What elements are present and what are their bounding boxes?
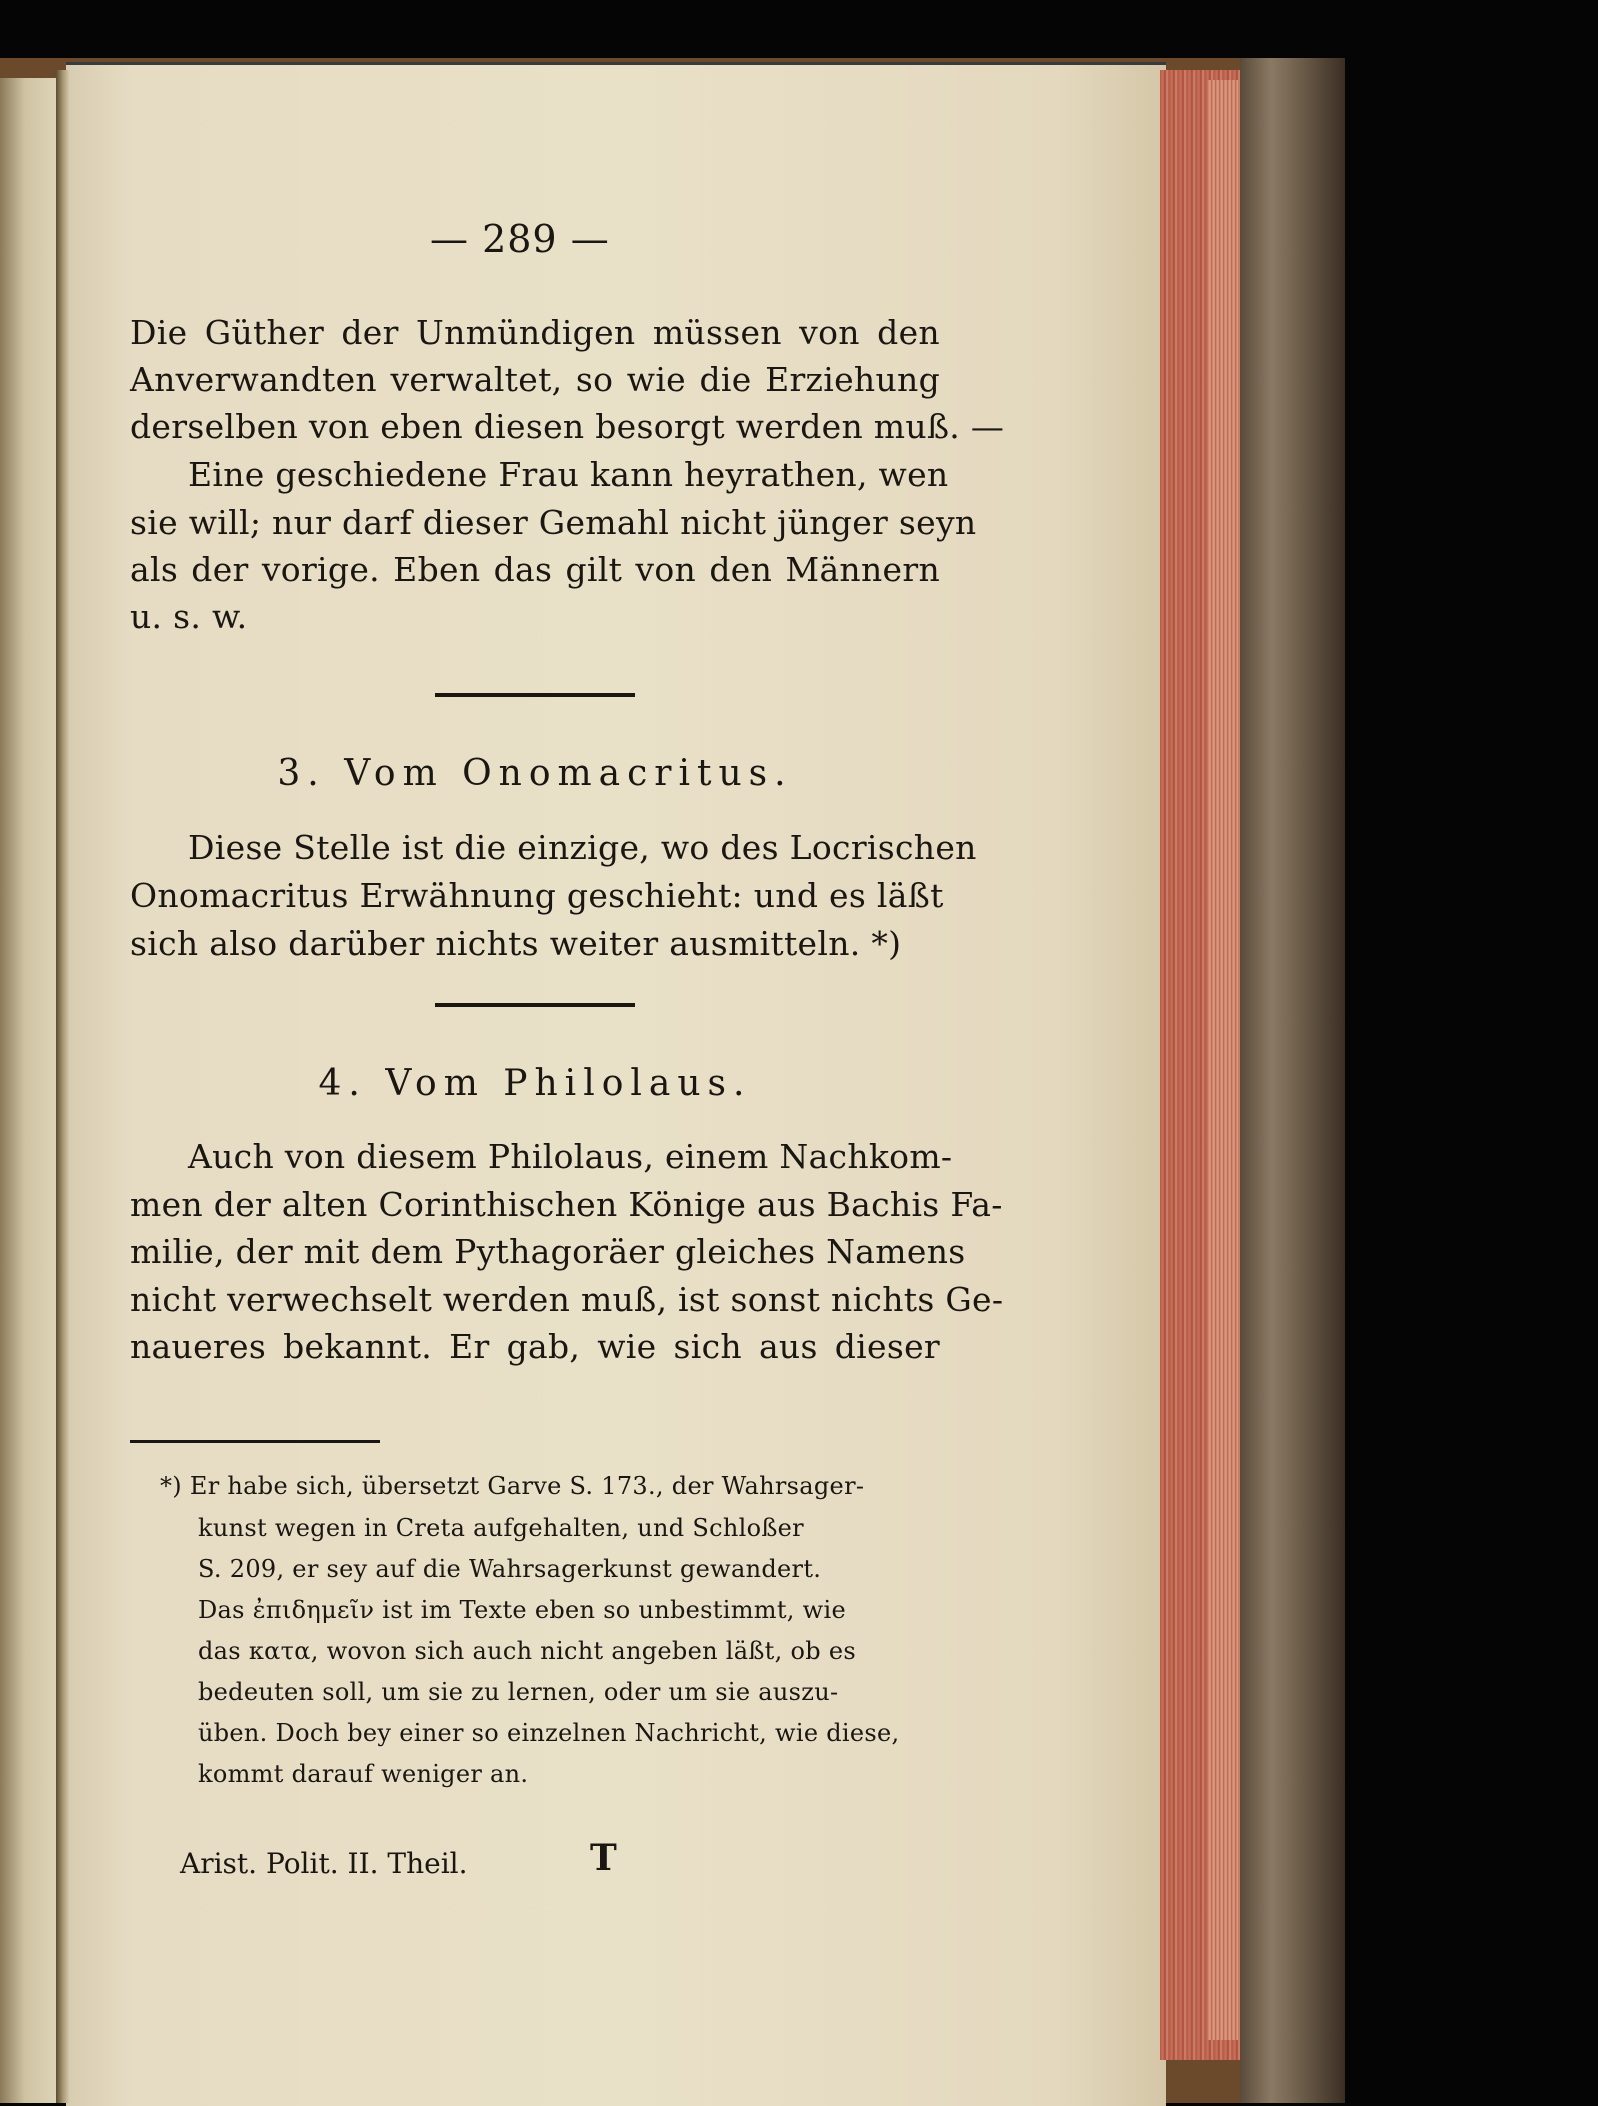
footnote-line: Das ἐπιδημεῖν ist im Texte eben so unbestimmt, wie <box>198 1596 846 1624</box>
footnote-line: kunst wegen in Creta aufgehalten, und Schloßer <box>198 1514 804 1542</box>
text-line: milie, der mit dem Pythagoräer gleiches Namens <box>130 1232 966 1271</box>
section-rule <box>435 1003 635 1007</box>
text-line: Eine geschiedene Frau kann heyrathen, wen <box>188 455 949 494</box>
section-rule <box>435 693 635 697</box>
text-line: Diese Stelle ist die einzige, wo des Locrischen <box>188 828 977 867</box>
page-edges-inner <box>1208 80 1238 2040</box>
book-spine <box>1240 58 1345 2103</box>
text-line: Anverwandten verwaltet, so wie die Erziehung <box>130 360 940 399</box>
signature-mark: T <box>590 1837 617 1879</box>
text-line: u. s. w. <box>130 597 248 636</box>
page-number: — 289 — <box>430 217 610 261</box>
footnote-line: S. 209, er sey auf die Wahrsagerkunst gewandert. <box>198 1555 822 1583</box>
text-line: Onomacritus Erwähnung geschieht: und es läßt <box>130 876 944 915</box>
footnote-line: das κατα, wovon sich auch nicht angeben läßt, ob es <box>198 1637 856 1665</box>
section-heading-4: 4. Vom Philolaus. <box>318 1063 752 1104</box>
text-line: als der vorige. Eben das gilt von den Männern <box>130 550 940 589</box>
left-page-edge <box>0 78 62 2103</box>
section-heading-3: 3. Vom Onomacritus. <box>277 753 793 794</box>
text-line: derselben von eben diesen besorgt werden muß. — <box>130 407 1005 446</box>
footnote-line: kommt darauf weniger an. <box>198 1760 529 1788</box>
footnote-rule <box>130 1440 380 1443</box>
gutter <box>56 70 70 2103</box>
footnote-line: üben. Doch bey einer so einzelnen Nachricht, wie diese, <box>198 1719 900 1747</box>
text-line: nicht verwechselt werden muß, ist sonst nichts Ge- <box>130 1280 1004 1319</box>
footnote-line: *) Er habe sich, übersetzt Garve S. 173., der Wahrsager- <box>160 1472 865 1500</box>
text-line: sich also darüber nichts weiter ausmitteln. *) <box>130 924 902 963</box>
footnote-line: bedeuten soll, um sie zu lernen, oder um sie auszu- <box>198 1678 839 1706</box>
text-line: naueres bekannt. Er gab, wie sich aus dieser <box>130 1327 940 1366</box>
text-line: sie will; nur darf dieser Gemahl nicht jünger seyn <box>130 503 977 542</box>
text-line: Auch von diesem Philolaus, einem Nachkom- <box>188 1137 953 1176</box>
signature-line: Arist. Polit. II. Theil. <box>180 1847 468 1880</box>
text-line: Die Güther der Unmündigen müssen von den <box>130 313 940 352</box>
text-line: men der alten Corinthischen Könige aus Bachis Fa- <box>130 1185 1003 1224</box>
